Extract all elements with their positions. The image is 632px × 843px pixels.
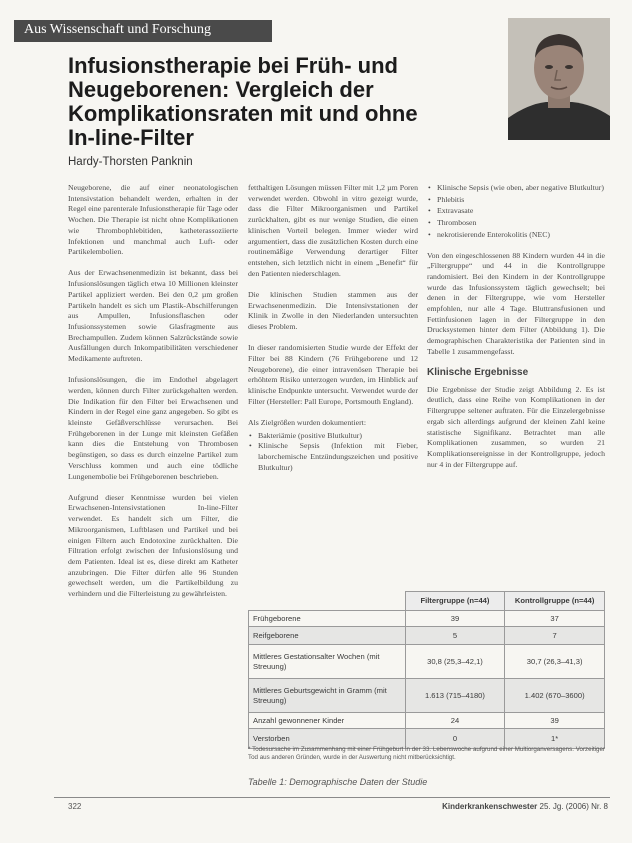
paragraph: fetthaltigen Lösungen müssen Filter mit 1,2 µm Poren verwendet werden. Obwohl in vitro gezeigt wurde, dass die Filter Mikroorganismen und Partikel zurückhalten, gibt es nur wenige Studien, die einen klinischen Vorteil belegen. Immer wieder wird argumentiert, dass die zusätzlichen Kosten durch eine routinemäßige Verwendung derartiger Filter entstehen, sich letztlich nicht in einem „Benefit“ für den Patienten niederschlagen.: [248, 183, 418, 278]
table-header: [249, 592, 406, 611]
demographics-table: [248, 591, 605, 749]
table-cell: 1.613 (715–4180): [405, 679, 505, 713]
paragraph: Als Zielgrößen wurden dokumentiert:: [248, 417, 367, 427]
table-cell: 5: [405, 627, 505, 645]
paragraph: Neugeborene, die auf einer neonatologischen Intensivstation behandelt werden, erhalten in der Regel eine parenterale Infusionstherapie für Tage oder Wochen. Die Therapie ist nicht ohne Komplikationen wie Thrombophlebitiden, katheterassoziierte Infektionen und manchmal auch Luft- oder Partikelembolien.: [68, 183, 238, 257]
table-cell: 1.402 (670–3600): [505, 679, 605, 713]
table-cell: Frühgeborene: [249, 611, 406, 627]
author-portrait-image: [508, 18, 610, 140]
paragraph: Von den eingeschlossenen 88 Kindern wurden 44 in die „Filtergruppe“ und 44 in die Kontrollgruppe randomisiert. Bei den Kindern in der Kontrollgruppe wurde das Infusionssystem täglich gewechselt; bei denen in der Filtergruppe, wie vom Hersteller empfohlen, nur alle 4 Tage. Bluttransfusionen und Fettinfusionen lagen in der Filtergruppe in den Drucksystemen hinter dem Filter (Abbildung 1). Die demographischen Charakteristika der Patienten sind in Tabelle 1 zusammengefasst.: [427, 250, 605, 356]
paragraph: Die Ergebnisse der Studie zeigt Abbildung 2. Es ist deutlich, dass eine Reihe von Komplikationen in der Filtergruppe seltener auftraten. Für die Einzelergebnisse ergab sich allerdings aufgrund der kleinen Zahl keine statistische Signifikanz. Betrachtet man alle Komplikationen zusammen, so wurden 21 Komplikationsereignisse in der Kontrollgruppe, jedoch nur 4 in der Filtergruppe auf.: [427, 384, 605, 469]
table-row: [249, 645, 605, 679]
table-cell: 7: [505, 627, 605, 645]
title-line: Infusionstherapie bei Früh- und: [68, 53, 398, 78]
list-item: • nekrotisierende Enterokolitis (NEC): [427, 230, 605, 241]
paragraph: Aus der Erwachsenenmedizin ist bekannt, dass bei Infusionslösungen täglich etwa 10 Millionen kleinster Partikel appliziert werden. Bei den 0,2 µm großen Partikeln handelt es sich um Plastik-Abschilferungen aus Ampullen, Infusionsflaschen oder Infusionssystemen sowie Glasfragmente aus Brechampullen. Zudem können Salzrückstände sowie Ausfällungen durch Inkompatibilitäten verschiedener Medikamente auftreten.: [68, 268, 238, 364]
endpoint-list-continued: [427, 183, 605, 241]
table-cell: Reifgeborene: [249, 627, 406, 645]
title-line: In-line-Filter: [68, 125, 194, 150]
table-header: Kontrollgruppe (n=44): [505, 592, 605, 611]
table-cell: 30,8 (25,3–42,1): [405, 645, 505, 679]
author-name: Hardy-Thorsten Panknin: [68, 156, 193, 168]
table-cell: 30,7 (26,3–41,3): [505, 645, 605, 679]
table-cell: Mittleres Gestationsalter Wochen (mit Streuung): [249, 645, 406, 679]
list-item: • Extravasate: [427, 206, 605, 217]
list-item: • Klinische Sepsis (Infektion mit Fieber, laborchemische Entzündungszeichen und positive Blutkultur): [248, 441, 418, 473]
text-column-2: [248, 183, 418, 479]
endpoint-list: [248, 431, 418, 474]
author-portrait: [508, 18, 610, 140]
article-title: [68, 54, 498, 150]
table-row: [249, 627, 605, 645]
title-line: Neugeborenen: Vergleich der: [68, 77, 374, 102]
journal-issue: 25. Jg. (2006) Nr. 8: [539, 802, 608, 811]
paragraph: Infusionslösungen, die im Endothel abgelagert werden, können durch Filter zurückgehalten werden. Die Indikation für den Filter bei Erwachsenen und Kindern in der Regel eine ganz angegeben. So gibt es kleinste Gefäßverschlüsse verursachen. Bei Frühgeborenen in der Lunge mit kleinsten Gefäßen kann dies die Entstehung von Thrombosen begünstigen, so dass es durch einzelne Partikel zum Verschluss kommen und auch eine tödliche Lungenembolie bei Frühgeborenen beschrieben.: [68, 375, 238, 481]
paragraph: In dieser randomisierten Studie wurde der Effekt der Filter bei 88 Kindern (76 Frühgeborene und 12 Neugeborene), die einer intravenösen Therapie bei erhöhtem Risiko unterzogen wurden, im Hinblick auf klinische Endpunkte untersucht. Verwendet wurde der Filter (Hersteller: Pall Europe, Portsmouth England).: [248, 343, 418, 406]
list-item: • Thrombosen: [427, 218, 605, 229]
title-line: Komplikationsraten mit und ohne: [68, 101, 418, 126]
table-row: [249, 611, 605, 627]
table-cell: 39: [405, 611, 505, 627]
table-cell: 24: [405, 713, 505, 729]
table-footnote: * Todesursache im Zusammenhang mit einer Frühgeburt in der 33. Lebenswoche aufgrund einer Multiorganversagens. Vorzeitiger Tod aus anderen Gründen, wurde in der Auswertung nicht mitberücksichtigt.: [248, 746, 605, 761]
table-row: [249, 679, 605, 713]
text-column-3: [427, 183, 605, 481]
table-row: [249, 713, 605, 729]
table-cell: 0: [405, 729, 505, 749]
table-header: Filtergruppe (n=44): [405, 592, 505, 611]
table-cell: Anzahl gewonnener Kinder: [249, 713, 406, 729]
page-number: 322: [68, 802, 82, 811]
table-caption: Tabelle 1: Demographische Daten der Studie: [248, 777, 428, 787]
table-cell: Mittleres Geburtsgewicht in Gramm (mit Streuung): [249, 679, 406, 713]
list-item: • Klinische Sepsis (wie oben, aber negative Blutkultur): [427, 183, 605, 194]
list-item: • Phlebitis: [427, 195, 605, 206]
banner-rule: [14, 40, 272, 42]
table-cell: Verstorben: [249, 729, 406, 749]
section-heading: Klinische Ergebnisse: [427, 367, 529, 379]
list-item: • Bakteriämie (positive Blutkultur): [248, 431, 418, 442]
footer-rule: [54, 797, 610, 798]
paragraph: Die klinischen Studien stammen aus der Erwachsenenmedizin. Die Intensivstationen der Klinik in Zwolle in den Niederlanden untersuchten dieses Problem.: [248, 289, 418, 331]
text-column-1: [68, 183, 238, 610]
table-cell: 39: [505, 713, 605, 729]
journal-footer: [442, 802, 608, 811]
section-banner: Aus Wissenschaft und Forschung: [14, 20, 272, 40]
table-cell: 37: [505, 611, 605, 627]
paragraph: Aufgrund dieser Kenntnisse wurden bei vielen Erwachsenen-Intensivstationen In-line-Filter verwendet. Es handelt sich um Filter, die Mikroorganismen, Luftblasen und Partikel und bei einigen Filtern auch Endotoxine zurückhalten. Die Filtration erfolgt zwischen der Infusionslösung und dem Patienten. Ideal ist es, diese direkt am Katheter anzubringen. Die Filter dürfen alle 96 Stunden gewechselt werden, um die Partikelbildung zu verhindern und die Filterleistung zu gewährleisten.: [68, 492, 238, 599]
table-cell: 1*: [505, 729, 605, 749]
journal-name: Kinderkrankenschwester: [442, 802, 538, 811]
